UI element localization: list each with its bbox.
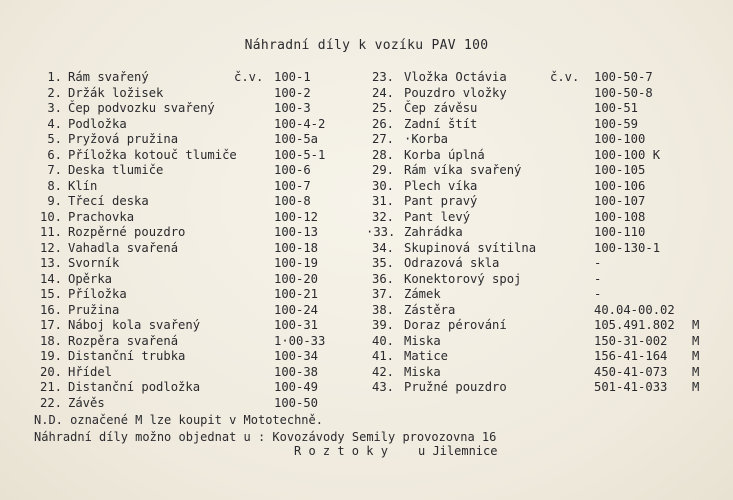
part-row — [34, 179, 334, 195]
part-num: 29. — [371, 163, 394, 177]
note-mototechna: N.D. označené M lze koupit v Mototechně. — [34, 413, 323, 427]
part-name: Pouzdro vložky — [404, 85, 507, 100]
part-code: 100-8 — [274, 194, 311, 208]
part-row — [34, 318, 334, 334]
part-code: 105.491.802 — [594, 318, 675, 332]
part-code: - — [594, 256, 602, 270]
part-num: 36. — [371, 271, 394, 286]
part-code: 100-100 — [594, 132, 646, 146]
part-name: Zámek — [404, 287, 441, 301]
part-num: 31. — [371, 194, 394, 208]
part-row — [366, 148, 706, 164]
part-name: Pružné pouzdro — [404, 380, 507, 394]
part-name: Rozpěra svařená — [68, 333, 179, 348]
part-num: 38. — [371, 302, 394, 317]
part-num: 18. — [39, 333, 62, 348]
part-name: Klín — [68, 178, 98, 193]
part-num: 9. — [47, 194, 62, 208]
part-code: 100-34 — [274, 349, 319, 363]
part-name: Distanční podložka — [68, 380, 201, 394]
part-row — [34, 349, 334, 365]
part-code: 100-12 — [274, 209, 319, 224]
part-num: 35. — [371, 256, 394, 270]
part-name: Třecí deska — [68, 194, 149, 208]
part-num: 19. — [39, 349, 62, 363]
part-code: 100-3 — [274, 101, 311, 115]
part-code: 100-108 — [594, 209, 646, 224]
part-code: 100-13 — [274, 225, 319, 239]
part-name: Plech víka — [404, 178, 478, 193]
part-code: 100-1 — [274, 70, 311, 84]
part-code: - — [594, 271, 602, 286]
part-code: - — [594, 287, 602, 301]
part-row — [366, 287, 706, 303]
part-num: 41. — [371, 349, 394, 363]
part-row — [366, 117, 706, 133]
part-num: 3. — [47, 101, 62, 115]
part-row — [34, 365, 334, 381]
part-code: 100-51 — [594, 101, 639, 115]
part-name: Pant pravý — [404, 194, 478, 208]
part-row — [34, 148, 334, 164]
part-name: Rozpěrné pouzdro — [68, 225, 186, 239]
part-code: 1·00-33 — [274, 333, 326, 348]
part-code: 100-19 — [274, 256, 319, 270]
part-code: 100-4-2 — [274, 116, 326, 131]
part-name: Zahrádka — [404, 225, 463, 239]
part-num: 11. — [39, 225, 62, 239]
part-row — [366, 365, 706, 381]
part-num: 42. — [371, 364, 394, 379]
part-name: Deska tlumiče — [68, 163, 164, 177]
part-name: Matice — [404, 349, 449, 363]
part-name: Miska — [404, 364, 441, 379]
part-num: 7. — [47, 163, 62, 177]
part-name: Čep závěsu — [404, 101, 478, 115]
part-num: 39. — [371, 318, 394, 332]
part-suffix: M — [692, 333, 700, 348]
part-code: 100-50-7 — [594, 70, 653, 84]
part-num: 26. — [371, 116, 394, 131]
part-num: 15. — [39, 287, 62, 301]
part-row — [366, 225, 706, 241]
part-name: Čep podvozku svařený — [68, 101, 215, 115]
part-row — [366, 272, 706, 288]
part-name: Podložka — [68, 116, 127, 131]
part-suffix: M — [692, 364, 700, 379]
part-num: 10. — [39, 209, 62, 224]
part-row — [34, 272, 334, 288]
part-row — [366, 318, 706, 334]
part-name: Korba úplná — [404, 147, 485, 162]
part-num: 32. — [371, 209, 394, 224]
part-row — [366, 86, 706, 102]
part-num: 6. — [47, 147, 62, 162]
part-num: 1. — [47, 70, 62, 84]
part-name: Distanční trubka — [68, 349, 186, 363]
part-row — [34, 380, 334, 396]
part-row — [34, 132, 334, 148]
part-name: Pant levý — [404, 209, 471, 224]
part-code: 100-50-8 — [594, 85, 653, 100]
part-name: Rám svařený — [68, 70, 149, 84]
part-name: Odrazová skla — [404, 256, 500, 270]
part-code: 100-106 — [594, 178, 646, 193]
part-code: 100-7 — [274, 178, 311, 193]
part-num: 5. — [47, 132, 62, 146]
part-name: Hřídel — [68, 364, 113, 379]
part-code: 100-38 — [274, 364, 319, 379]
part-code: 100-130-1 — [594, 240, 661, 255]
part-row — [366, 241, 706, 257]
part-name: Závěs — [68, 395, 105, 410]
part-suffix: M — [692, 349, 700, 363]
part-num: 43. — [371, 380, 394, 394]
part-num: 21. — [39, 380, 62, 394]
part-num: 8. — [47, 178, 62, 193]
part-code: 100-49 — [274, 380, 319, 394]
part-num: 23. — [371, 70, 394, 84]
part-row — [366, 303, 706, 319]
part-code: 100-50 — [274, 395, 319, 410]
part-code: 450-41-073 — [594, 364, 668, 379]
part-row — [34, 287, 334, 303]
part-row — [366, 179, 706, 195]
part-name: Příložka kotouč tlumiče — [68, 147, 237, 162]
part-row — [366, 70, 706, 86]
part-num: 17. — [39, 318, 62, 332]
part-name: Vložka Octávia — [404, 70, 507, 84]
part-num: 12. — [39, 240, 62, 255]
part-num: 37. — [371, 287, 394, 301]
part-row — [34, 210, 334, 226]
part-prefix: č.v. — [234, 70, 264, 84]
part-code: 100-5a — [274, 132, 319, 146]
part-name: Zadní štít — [404, 116, 478, 131]
part-name: Skupinová svítilna — [404, 240, 537, 255]
part-name: Opěrka — [68, 271, 113, 286]
address-town: R o z t o k y — [294, 444, 388, 458]
part-row — [34, 70, 334, 86]
part-row — [34, 117, 334, 133]
part-row — [34, 256, 334, 272]
part-row — [366, 256, 706, 272]
part-num: ·33. — [366, 225, 396, 239]
part-name: Příložka — [68, 287, 127, 301]
part-row — [34, 396, 334, 412]
part-row — [366, 163, 706, 179]
part-name: Pryžová pružina — [68, 132, 179, 146]
part-num: 13. — [39, 256, 62, 270]
part-code: 100-18 — [274, 240, 319, 255]
part-row — [34, 194, 334, 210]
part-row — [366, 334, 706, 350]
part-code: 100-105 — [594, 163, 646, 177]
part-row — [34, 334, 334, 350]
part-num: 14. — [39, 271, 62, 286]
part-num: 2. — [47, 85, 62, 100]
part-row — [34, 303, 334, 319]
part-code: 100-20 — [274, 271, 319, 286]
part-prefix: č.v. — [550, 70, 580, 84]
part-num: 28. — [371, 147, 394, 162]
part-row — [34, 163, 334, 179]
part-name: Pružina — [68, 302, 120, 317]
part-code: 40.04-00.02 — [594, 302, 675, 317]
part-num: 16. — [39, 302, 62, 317]
part-code: 100-107 — [594, 194, 646, 208]
part-name: Miska — [404, 333, 441, 348]
part-name: Zástěra — [404, 302, 456, 317]
part-row — [34, 225, 334, 241]
address-locality: u Jilemnice — [418, 444, 498, 458]
part-row — [366, 210, 706, 226]
part-row — [34, 241, 334, 257]
part-num: 30. — [371, 178, 394, 193]
part-row — [34, 86, 334, 102]
part-code: 100-100 K — [594, 147, 661, 162]
part-code: 100-31 — [274, 318, 319, 332]
part-name: Doraz pérování — [404, 318, 507, 332]
part-code: 156-41-164 — [594, 349, 668, 363]
part-name: Náboj kola svařený — [68, 318, 201, 332]
part-code: 100-21 — [274, 287, 319, 301]
part-code: 100-24 — [274, 302, 319, 317]
part-name: Svorník — [68, 256, 120, 270]
part-code: 150-31-002 — [594, 333, 668, 348]
part-num: 34. — [371, 240, 394, 255]
part-name: Konektorový spoj — [404, 271, 522, 286]
part-code: 100-5-1 — [274, 147, 326, 162]
part-name: Rám víka svařený — [404, 163, 522, 177]
part-code: 501-41-033 — [594, 380, 668, 394]
part-num: 4. — [47, 116, 62, 131]
part-num: 22. — [39, 395, 62, 410]
part-row — [366, 349, 706, 365]
part-name: ·Korba — [404, 132, 449, 146]
part-suffix: M — [692, 318, 700, 332]
part-code: 100-6 — [274, 163, 311, 177]
parts-column-right — [366, 70, 706, 396]
parts-column-left — [34, 70, 334, 411]
part-row — [34, 101, 334, 117]
part-row — [366, 380, 706, 396]
notes — [34, 413, 496, 447]
part-code: 100-2 — [274, 85, 311, 100]
part-name: Vahadla svařená — [68, 240, 179, 255]
page-title: Náhradní díly k vozíku PAV 100 — [244, 38, 489, 53]
part-row — [366, 101, 706, 117]
part-code: 100-110 — [594, 225, 646, 239]
part-row — [366, 194, 706, 210]
part-num: 27. — [371, 132, 394, 146]
part-name: Prachovka — [68, 209, 135, 224]
part-suffix: M — [692, 380, 700, 394]
part-num: 20. — [39, 364, 62, 379]
part-code: 100-59 — [594, 116, 639, 131]
note-order-address: Náhradní díly možno objednat u : Kovozávody Semily provozovna 16 — [34, 430, 497, 444]
part-name: Držák ložisek — [68, 85, 164, 100]
part-num: 40. — [371, 333, 394, 348]
part-num: 25. — [371, 101, 394, 115]
part-row — [366, 132, 706, 148]
part-num: 24. — [371, 85, 394, 100]
